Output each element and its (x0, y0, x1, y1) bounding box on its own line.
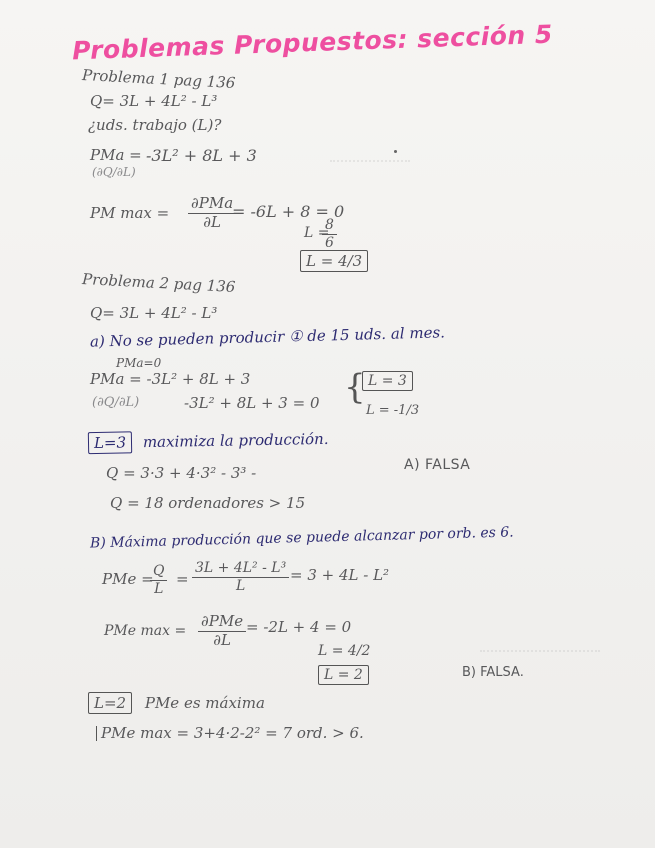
part-a-pma-derivative-note: (∂Q/∂L) (92, 395, 140, 410)
part-a-maximum (88, 429, 329, 452)
part-b-pmemax-fraction (198, 614, 246, 649)
problem-1-pma-expression: -3L² + 8L + 3 (146, 146, 257, 165)
stray-mark (394, 150, 397, 153)
problem-1-l-label: L = (304, 225, 330, 241)
problem-1-question: ¿uds. trabajo (L)? (88, 116, 222, 134)
boxed-result: L=2 (88, 692, 132, 714)
part-b-pme-fraction-1 (150, 564, 167, 596)
part-b-conclusion (88, 696, 265, 711)
part-a-root-1 (362, 374, 413, 388)
boxed-maximum: L=3 (88, 431, 132, 454)
problem-1-l-fraction (322, 218, 337, 250)
equals-sign: = (176, 570, 189, 588)
problem-2-heading: Problema 2 pag 136 (81, 269, 236, 297)
problem-1-pmax-derivative: = -6L + 8 = 0 (232, 202, 345, 221)
part-b-pmemax-derivative: = -2L + 4 = 0 (246, 618, 352, 636)
fraction-numerator: ∂PMe (198, 614, 246, 632)
boxed-result: L = 2 (318, 665, 369, 685)
fraction-denominator: 6 (325, 234, 334, 251)
fraction-numerator: Q (150, 564, 167, 581)
fraction-denominator: L (154, 580, 164, 597)
fraction-numerator: 3L + 4L² - L³ (192, 561, 289, 578)
part-b-pmemax-label: PMe max = (104, 623, 187, 639)
part-b-statement: B) Máxima producción que se puede alcanzar por orb. es 6. (89, 524, 514, 552)
conclusion-text: PMe es máxima (144, 694, 265, 712)
problem-1-production-function: Q= 3L + 4L² - L³ (90, 92, 218, 110)
part-a-q-result: Q = 18 ordenadores > 15 (110, 494, 306, 512)
fraction-denominator: L (235, 577, 246, 594)
part-b-verdict: B) FALSA. (462, 665, 524, 680)
part-a-statement: a) No se pueden producir ① de 15 uds. al mes. (89, 323, 446, 351)
final-calculation-text: PMe max = 3+4·2-2² = 7 ord. > 6. (101, 724, 364, 742)
part-b-l-result (318, 668, 369, 682)
fraction-numerator: 8 (322, 218, 337, 235)
fraction-numerator: ∂PMa (188, 196, 236, 214)
roots-brace: } (344, 369, 366, 409)
problem-1-heading: Problema 1 pag 136 (81, 65, 236, 93)
problem-1-pmax-label: PM max = (90, 204, 170, 222)
problem-2-production-function: Q= 3L + 4L² - L³ (90, 304, 218, 322)
problem-1-pma-derivative-note: (∂Q/∂L) (92, 165, 136, 179)
part-a-pma: PMa = -3L² + 8L + 3 (90, 370, 251, 388)
boxed-result: L = 4/3 (300, 250, 368, 272)
part-b-pme-fraction-2 (192, 561, 289, 593)
fraction-denominator: ∂L (203, 212, 221, 231)
part-b-final-calculation (96, 726, 364, 741)
part-a-root-2: L = -1/3 (366, 403, 420, 418)
page-title: Problemas Propuestos: sección 5 (71, 19, 554, 66)
maximum-text: maximiza la producción. (142, 429, 329, 452)
problem-1-result (300, 254, 368, 269)
part-b-pme-simplified: = 3 + 4L - L² (290, 566, 390, 584)
fraction-denominator: ∂L (213, 630, 231, 649)
bleed-through-marks (330, 160, 410, 178)
part-a-verdict: A) FALSA (404, 457, 471, 473)
part-a-pma-zero: PMa=0 (116, 356, 162, 370)
part-b-pme-label: PMe = (102, 570, 154, 588)
boxed-root: L = 3 (362, 371, 413, 391)
problem-1-pmax-fraction (188, 196, 236, 231)
problem-1-pma-label: PMa = (90, 146, 142, 164)
part-a-quadratic-equation: -3L² + 8L + 3 = 0 (184, 394, 320, 412)
bleed-through-marks (480, 620, 600, 652)
part-a-q-calculation: Q = 3·3 + 4·3² - 3³ - (106, 464, 257, 482)
part-b-l-equation: L = 4/2 (318, 643, 371, 659)
